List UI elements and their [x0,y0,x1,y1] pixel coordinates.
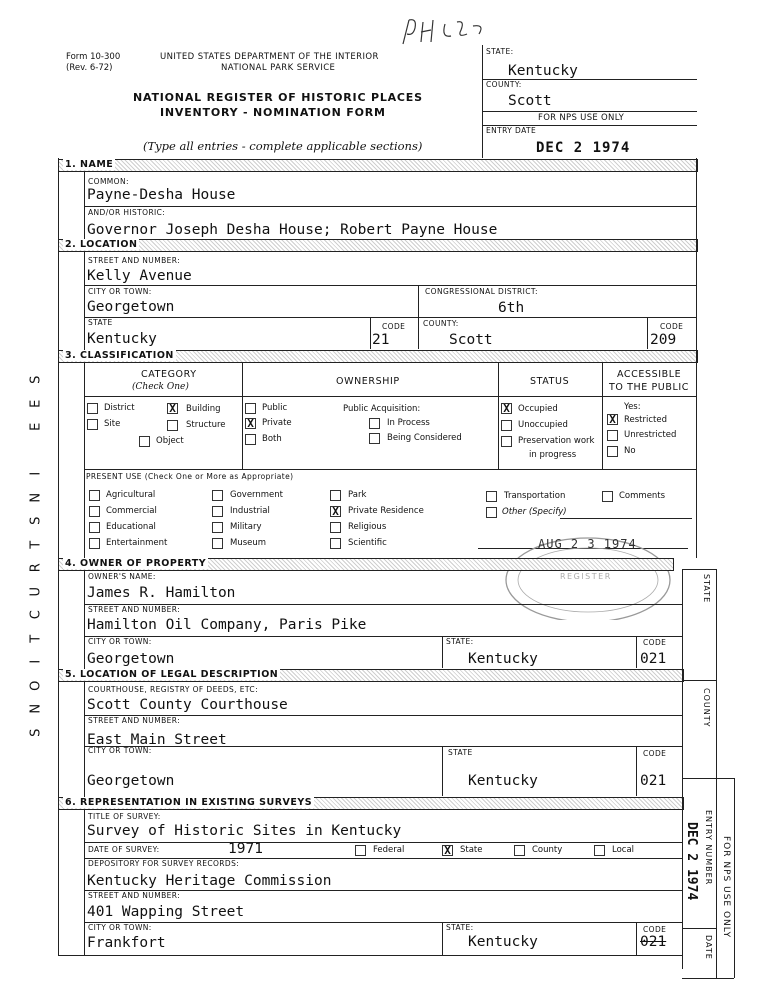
form-number: Form 10-300 [66,52,121,62]
section-2-bar [58,239,698,252]
local-survey-checkbox[interactable] [594,845,605,856]
margin-date-label: DATE [704,935,713,960]
section-5-title: 5. LOCATION OF LEGAL DESCRIPTION [65,669,279,680]
header-state-value: Kentucky [508,63,578,79]
state-code-label: CODE [382,322,406,331]
access-heading-1: ACCESSIBLE [617,369,682,380]
owner-city: Georgetown [87,651,175,667]
margin-entry-number-label: ENTRY NUMBER [704,810,713,886]
use-entertainment-checkbox[interactable] [89,538,100,549]
structure-checkbox[interactable] [167,420,178,431]
see-instructions-letter: T [28,634,44,643]
site-label: Site [104,419,121,429]
use-military-label: Military [230,522,262,532]
legal-street-label: STREET AND NUMBER: [88,716,181,725]
in-process-label: In Process [387,418,430,428]
use-military-checkbox[interactable] [212,522,223,533]
access-heading-2: TO THE PUBLIC [609,382,689,393]
form-instructions: (Type all entries - complete applicable sections) [143,139,423,153]
see-instructions-letter: S [28,375,44,384]
see-instructions-letter: N [28,703,44,714]
use-private-residence-checkbox[interactable]: X [330,506,341,517]
occupied-checkbox[interactable]: X [501,403,512,414]
section-4-bar [58,558,674,571]
location-state: Kentucky [87,331,157,347]
being-considered-label: Being Considered [387,433,462,443]
ownership-heading: OWNERSHIP [336,376,400,387]
structure-label: Structure [186,420,226,430]
use-industrial-label: Industrial [230,506,270,516]
see-instructions-letter: I [28,471,44,476]
survey-state-label: STATE: [446,923,474,932]
use-industrial-checkbox[interactable] [212,506,223,517]
see-instructions-letter [24,442,48,458]
depository: Kentucky Heritage Commission [87,873,332,889]
private-label: Private [262,418,292,428]
use-park-label: Park [348,490,367,500]
section-3-bar [58,350,698,363]
see-instructions-letter: E [28,399,44,408]
survey-title: Survey of Historic Sites in Kentucky [87,823,402,839]
use-other-label: Other (Specify) [502,507,567,517]
historic-name: Governor Joseph Desha House; Robert Payne House [87,222,498,238]
owner-street-label: STREET AND NUMBER: [88,605,181,614]
private-checkbox[interactable]: X [245,418,256,429]
common-name: Payne-Desha House [87,187,236,203]
service: NATIONAL PARK SERVICE [221,63,336,73]
location-street: Kelly Avenue [87,268,192,284]
use-religious-checkbox[interactable] [330,522,341,533]
form-revision: (Rev. 6-72) [66,63,113,73]
county-code-label: CODE [660,322,684,331]
legal-state: Kentucky [468,773,538,789]
section-6-bar [58,797,684,810]
use-agricultural-label: Agricultural [106,490,156,500]
stamp-text-2: REGISTER [560,572,612,581]
courthouse-label: COURTHOUSE, REGISTRY OF DEEDS, ETC: [88,685,258,694]
state-survey-label: State [460,845,483,855]
location-street-label: STREET AND NUMBER: [88,256,181,265]
use-other-checkbox[interactable] [486,507,497,518]
use-private-residence-label: Private Residence [348,506,424,516]
owner-street: Hamilton Oil Company, Paris Pike [87,617,367,633]
preservation-checkbox[interactable] [501,436,512,447]
see-instructions-letter: C [28,610,44,620]
legal-code-label: CODE [643,749,667,758]
owner-code-label: CODE [643,638,667,647]
see-instructions-letter: E [28,422,44,431]
use-transportation-label: Transportation [504,491,566,501]
district-label: District [104,403,135,413]
section-3-title: 3. CLASSIFICATION [65,350,174,361]
legal-code: 021 [640,773,667,789]
see-instructions-letter: O [28,680,44,691]
use-agricultural-checkbox[interactable] [89,490,100,501]
see-instructions-letter: T [28,540,44,549]
survey-street-label: STREET AND NUMBER: [88,891,181,900]
survey-street: 401 Wapping Street [87,904,245,920]
survey-code: 021 [640,934,667,950]
use-entertainment-label: Entertainment [106,538,168,548]
location-county-label: COUNTY: [423,319,459,328]
entry-date-stamp: DEC 2 1974 [536,140,631,156]
margin-state-label: STATE [702,574,711,604]
county-survey-checkbox[interactable] [514,845,525,856]
header-county-value: Scott [508,93,552,109]
margin-county-label: COUNTY [702,688,711,728]
department: UNITED STATES DEPARTMENT OF THE INTERIOR [160,52,379,62]
use-educational-label: Educational [106,522,156,532]
see-instructions-letter: S [28,728,44,737]
header-nps-only: FOR NPS USE ONLY [538,113,625,123]
district-label: CONGRESSIONAL DISTRICT: [425,287,538,296]
location-city-label: CITY OR TOWN: [88,287,152,296]
owner-name-label: OWNER'S NAME: [88,572,156,581]
entry-date-label: ENTRY DATE [486,126,537,135]
preservation-label: Preservation work [518,436,595,446]
courthouse: Scott County Courthouse [87,697,288,713]
survey-city-label: CITY OR TOWN: [88,923,152,932]
no-checkbox[interactable] [607,446,618,457]
form-title-line2: INVENTORY - NOMINATION FORM [160,106,386,119]
district-value: 6th [498,300,525,316]
use-commercial-label: Commercial [106,506,157,516]
section-5-bar [58,669,684,682]
section-1-title: 1. NAME [65,159,114,170]
header-state-label: STATE: [486,47,514,56]
historic-label: AND/OR HISTORIC: [88,208,166,217]
both-label: Both [262,434,282,444]
restricted-checkbox[interactable]: X [607,414,618,425]
use-comments-label: Comments [619,491,666,501]
see-instructions-letter: I [28,659,44,664]
owner-code: 021 [640,651,667,667]
see-instructions [28,368,44,744]
handwritten-mark [395,14,495,54]
section-6-title: 6. REPRESENTATION IN EXISTING SURVEYS [65,797,313,808]
see-instructions-letter: U [28,586,44,597]
in-process-checkbox[interactable] [369,418,380,429]
acquisition-label: Public Acquisition: [343,404,421,414]
form-title-line1: NATIONAL REGISTER OF HISTORIC PLACES [133,91,423,104]
restricted-label: Restricted [624,415,668,425]
survey-title-label: TITLE OF SURVEY: [88,812,161,821]
use-educational-checkbox[interactable] [89,522,100,533]
section-1-bar [58,159,698,172]
use-government-label: Government [230,490,284,500]
status-heading: STATUS [530,376,570,387]
federal-checkbox[interactable] [355,845,366,856]
margin-entry-stamp: DEC 2 1974 [684,822,699,901]
being-considered-checkbox[interactable] [369,433,380,444]
owner-name: James R. Hamilton [87,585,236,601]
present-use-label: PRESENT USE (Check One or More as Appropriate) [86,472,294,481]
use-commercial-checkbox[interactable] [89,506,100,517]
location-county: Scott [449,332,493,348]
yes-label: Yes: [624,402,641,412]
survey-city: Frankfort [87,935,166,951]
building-checkbox[interactable]: X [167,403,178,414]
location-state-label: STATE [88,318,113,327]
see-instructions-letter: N [28,492,44,503]
use-museum-checkbox[interactable] [212,538,223,549]
object-checkbox[interactable] [139,436,150,447]
section-2-title: 2. LOCATION [65,239,138,250]
survey-code-label: CODE [643,925,667,934]
margin-nps-only-label: FOR NPS USE ONLY [721,836,731,939]
survey-date: 1971 [228,841,263,857]
owner-state-label: STATE: [446,637,474,646]
federal-label: Federal [373,845,405,855]
survey-state: Kentucky [468,934,538,950]
no-label: No [624,446,636,456]
owner-state: Kentucky [468,651,538,667]
depository-label: DEPOSITORY FOR SURVEY RECORDS: [88,859,240,868]
occupied-label: Occupied [518,404,558,414]
county-code: 209 [650,332,677,348]
use-park-checkbox[interactable] [330,490,341,501]
unrestricted-label: Unrestricted [624,430,677,440]
public-checkbox[interactable] [245,403,256,414]
use-museum-label: Museum [230,538,267,548]
legal-street: East Main Street [87,732,227,748]
legal-state-label: STATE [448,748,473,757]
use-religious-label: Religious [348,522,387,532]
category-heading: CATEGORY [141,369,197,380]
unoccupied-label: Unoccupied [518,420,568,430]
survey-date-label: DATE OF SURVEY: [88,845,160,854]
object-label: Object [156,436,184,446]
building-label: Building [186,404,221,414]
legal-city-label: CITY OR TOWN: [88,746,152,755]
use-government-checkbox[interactable] [212,490,223,501]
public-label: Public [262,403,288,413]
state-code: 21 [372,332,390,348]
use-scientific-label: Scientific [348,538,387,548]
unoccupied-checkbox[interactable] [501,420,512,431]
legal-city: Georgetown [87,773,175,789]
district-checkbox[interactable] [87,403,98,414]
header-county-label: COUNTY: [486,80,522,89]
location-city: Georgetown [87,299,175,315]
unrestricted-checkbox[interactable] [607,430,618,441]
use-transportation-checkbox[interactable] [486,491,497,502]
both-checkbox[interactable] [245,434,256,445]
stamp-date: AUG 2 3 1974 [538,537,637,551]
see-instructions-letter: R [28,563,44,573]
use-scientific-checkbox[interactable] [330,538,341,549]
owner-city-label: CITY OR TOWN: [88,637,152,646]
see-instructions-letter: S [28,516,44,525]
site-checkbox[interactable] [87,419,98,430]
category-subheading: (Check One) [132,382,189,392]
state-survey-checkbox[interactable]: X [442,845,453,856]
local-survey-label: Local [612,845,635,855]
county-survey-label: County [532,845,563,855]
in-progress-label: in progress [529,450,577,460]
common-label: COMMON: [88,177,129,186]
section-4-title: 4. OWNER OF PROPERTY [65,558,207,569]
